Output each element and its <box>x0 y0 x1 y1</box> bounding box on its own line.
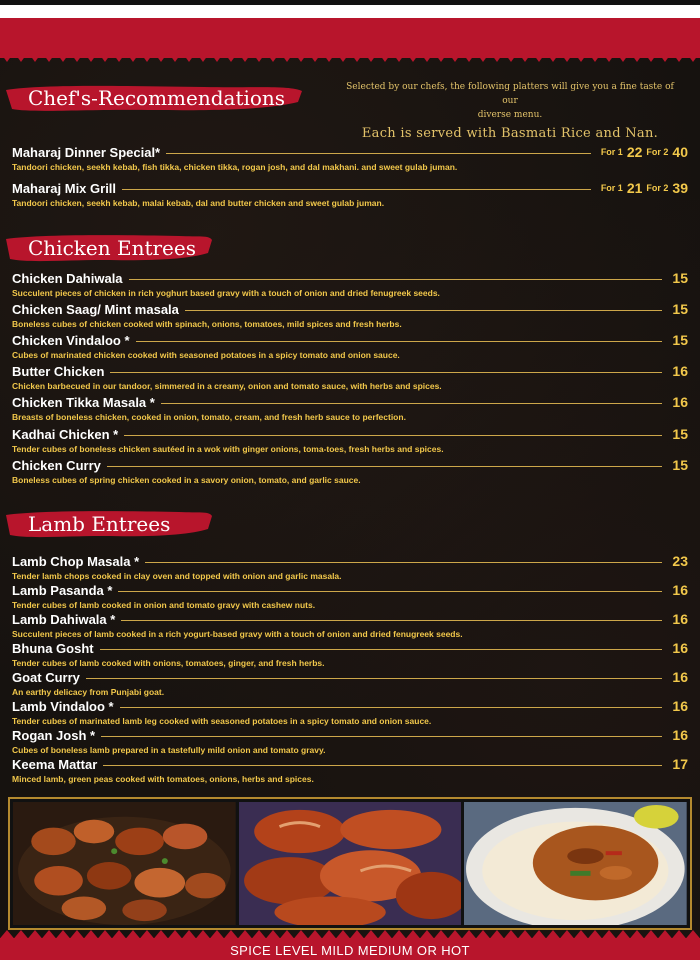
menu-item <box>12 361 688 392</box>
chicken-banner <box>4 232 214 266</box>
leader-line <box>161 403 662 404</box>
item-price: 23 <box>672 553 688 569</box>
leader-line <box>120 707 662 708</box>
item-price: 16 <box>672 669 688 685</box>
item-name: Lamb Chop Masala * <box>12 553 140 569</box>
item-desc: Tender cubes of boneless chicken sautéed in a wok with ginger onions, toma-toes, fresh herbs and spices. <box>12 444 444 454</box>
leader-line <box>145 562 662 563</box>
item-name: Kadhai Chicken * <box>12 426 119 442</box>
item-desc: Tender cubes of lamb cooked in onion and tomato gravy with cashew nuts. <box>12 600 316 610</box>
spice-level-note: SPICE LEVEL MILD MEDIUM OR HOT <box>230 943 470 958</box>
item-price: 16 <box>672 640 688 656</box>
intro-line-3: Each is served with Basmati Rice and Nan. <box>361 126 659 141</box>
item-name: Chicken Dahiwala <box>12 270 123 286</box>
menu-item <box>12 455 688 486</box>
item-desc: Tender cubes of marinated lamb leg cooked with seasoned potatoes in a spicy tomato and onion sauce. <box>12 716 432 726</box>
leader-line <box>136 341 662 342</box>
menu-item <box>12 142 688 173</box>
for2-price: 40 <box>672 144 688 160</box>
for1-label: For 1 <box>600 183 623 193</box>
leader-line <box>185 310 662 311</box>
item-name: Chicken Vindaloo * <box>12 332 130 348</box>
for2-label: For 2 <box>646 147 669 157</box>
item-desc: Boneless cubes of spring chicken cooked in a savory onion, tomato, and garlic sauce. <box>12 475 361 485</box>
item-name: Chicken Tikka Masala * <box>12 394 155 410</box>
leader-line <box>110 372 662 373</box>
item-name: Chicken Curry <box>12 457 101 473</box>
menu-item <box>12 268 688 299</box>
leader-line <box>122 189 591 190</box>
item-desc: Succulent pieces of chicken in rich yoghurt based gravy with a touch of onion and dried fenugreek seeds. <box>12 288 440 298</box>
food-photo-strip <box>8 797 692 930</box>
item-desc: Chicken barbecued in our tandoor, simmered in a creamy, onion and tomato sauce, with herbs and spices. <box>12 381 442 391</box>
intro-line-2: diverse menu. <box>477 110 543 120</box>
item-price: 16 <box>672 727 688 743</box>
menu-item <box>12 392 688 423</box>
item-desc: Boneless cubes of chicken cooked with spinach, onions, tomatoes, mild spices and fresh herbs. <box>12 319 402 329</box>
food-photo-chicken-tikka <box>13 802 236 925</box>
for1-price: 22 <box>626 144 643 160</box>
leader-line <box>86 678 662 679</box>
item-desc: Tender cubes of lamb cooked with onions, tomatoes, ginger, and fresh herbs. <box>12 658 325 668</box>
item-name: Rogan Josh * <box>12 727 96 743</box>
item-price: 17 <box>672 756 688 772</box>
for2-price: 39 <box>672 180 688 196</box>
leader-line <box>166 153 591 154</box>
lamb-banner <box>4 508 214 542</box>
menu-item <box>12 725 688 756</box>
leader-line <box>107 466 662 467</box>
leader-line <box>124 435 662 436</box>
menu-item <box>12 667 688 698</box>
item-price: 16 <box>672 394 688 410</box>
item-price: 16 <box>672 611 688 627</box>
item-desc: Tender lamb chops cooked in clay oven and topped with onion and garlic masala. <box>12 571 342 581</box>
item-name: Bhuna Gosht <box>12 640 94 656</box>
menu-item <box>12 330 688 361</box>
leader-line <box>100 649 662 650</box>
item-name: Maharaj Mix Grill <box>12 180 117 196</box>
chef-intro <box>340 80 680 141</box>
item-desc: Tandoori chicken, seekh kebab, fish tikka, chicken tikka, rogan josh, and dal makhani. and sweet gulab juman. <box>12 162 458 172</box>
item-desc: Breasts of boneless chicken, cooked in onion, tomato, cream, and fresh herb sauce to perfection. <box>12 412 406 422</box>
item-price: 15 <box>672 457 688 473</box>
menu-item <box>12 580 688 611</box>
leader-line <box>118 591 662 592</box>
leader-line <box>129 279 662 280</box>
item-name: Chicken Saag/ Mint masala <box>12 301 179 317</box>
intro-line-1: Selected by our chefs, the following platters will give you a fine taste of our <box>346 82 674 106</box>
item-name: Lamb Vindaloo * <box>12 698 114 714</box>
leader-line <box>101 736 662 737</box>
item-desc: An earthy delicacy from Punjabi goat. <box>12 687 165 697</box>
item-name: Goat Curry <box>12 669 80 685</box>
menu-item <box>12 424 688 455</box>
chicken-title: Chicken Entrees <box>28 236 196 260</box>
chef-banner <box>4 82 304 116</box>
leader-line <box>121 620 662 621</box>
item-name: Maharaj Dinner Special* <box>12 144 161 160</box>
item-desc: Succulent pieces of lamb cooked in a rich yogurt-based gravy with a touch of onion and dried fenugreek seeds. <box>12 629 463 639</box>
item-desc: Cubes of marinated chicken cooked with seasoned potatoes in a spicy tomato and onion sauce. <box>12 350 400 360</box>
menu-item <box>12 609 688 640</box>
food-photo-tandoori-chicken <box>239 802 462 925</box>
leader-line <box>103 765 662 766</box>
food-photo-curry-rice <box>464 802 687 925</box>
menu-item <box>12 299 688 330</box>
item-desc: Tandoori chicken, seekh kebab, malai kebab, dal and butter chicken and sweet gulab juman. <box>12 198 385 208</box>
for2-label: For 2 <box>646 183 669 193</box>
chef-title: Chef's-Recommendations <box>28 86 286 110</box>
menu-item <box>12 178 688 209</box>
header-zigzag <box>0 48 700 62</box>
item-price: 15 <box>672 332 688 348</box>
item-price: 15 <box>672 426 688 442</box>
menu-item <box>12 754 688 785</box>
item-price: 16 <box>672 698 688 714</box>
for1-label: For 1 <box>600 147 623 157</box>
item-desc: Cubes of boneless lamb prepared in a tastefully mild onion and tomato gravy. <box>12 745 326 755</box>
item-price: 15 <box>672 270 688 286</box>
lamb-title: Lamb Entrees <box>28 512 171 536</box>
menu-item <box>12 551 688 582</box>
menu-item <box>12 638 688 669</box>
footer-band <box>0 938 700 960</box>
item-name: Lamb Dahiwala * <box>12 611 116 627</box>
item-price: 15 <box>672 301 688 317</box>
item-name: Keema Mattar <box>12 756 98 772</box>
item-desc: Minced lamb, green peas cooked with tomatoes, onions, herbs and spices. <box>12 774 314 784</box>
top-strip <box>0 0 700 5</box>
item-price: 16 <box>672 582 688 598</box>
menu-item <box>12 696 688 727</box>
item-name: Butter Chicken <box>12 363 105 379</box>
item-name: Lamb Pasanda * <box>12 582 113 598</box>
for1-price: 21 <box>626 180 643 196</box>
item-price: 16 <box>672 363 688 379</box>
